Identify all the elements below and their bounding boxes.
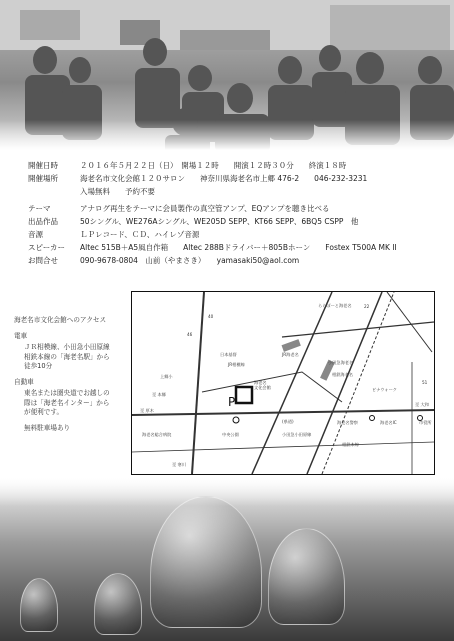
map-label-lalaport: ららぽーと海老名 <box>318 303 352 308</box>
speaker-label: スピーカー <box>28 243 66 252</box>
map-label-yamato: 至 大和 <box>415 402 429 407</box>
contact-row <box>28 255 448 266</box>
date-label: 開催日時 <box>28 161 58 170</box>
map-label-sotetsu-line: 相鉄本線 <box>342 442 359 447</box>
contact-value: 090-9678-0804 山前（やまさき） yamasaki50@aol.com <box>80 256 300 265</box>
map-label-hospital: 海老名総合病院 <box>142 432 172 437</box>
map-label-rt51: 51 <box>422 380 428 385</box>
access-info <box>14 316 114 433</box>
venue-row <box>28 173 448 184</box>
map-label-rt46: 46 <box>187 332 193 337</box>
access-map <box>131 291 435 475</box>
map-label-rt22: 22 <box>364 304 370 309</box>
photo-fade <box>0 120 454 150</box>
map-label-jr-station: JR海老名 <box>282 352 299 357</box>
tube-small-2 <box>20 578 58 632</box>
source-value: ＬＰレコード、ＣＤ、ハイレゾ音源 <box>80 230 200 239</box>
map-label-city-hall: 市役所 <box>419 420 432 425</box>
event-info <box>28 160 448 268</box>
speaker-value: Altec 515B＋A5風自作箱 Altec 288Bドライバー＋805Bホーン Fostex T500A MK II <box>80 243 397 252</box>
map-label-p: P <box>228 395 236 409</box>
products-value: 50シングル、WE276Aシングル、WE205D SEPP、KT66 SEPP、6BQ5 CSPP 他 <box>80 217 359 226</box>
vacuum-tube-photo <box>0 478 454 641</box>
tube-large-2 <box>268 528 345 625</box>
map-label-odakyu-line: 小田急小田原線 <box>282 432 312 437</box>
map-label-atsugi: 至 厚木 <box>140 408 154 413</box>
map-label-rt40: 40 <box>208 314 214 319</box>
venue-value: 海老名市文化会館１２０サロン 神奈川県海老名市上郷 476-2 046-232-3231 <box>80 174 368 183</box>
map-label-venue: 海老名 文化会館 <box>254 380 271 390</box>
theme-row <box>28 203 448 214</box>
map-label-park: 中央公園 <box>222 432 239 437</box>
map-label-church: 日本基督 <box>220 352 237 357</box>
car-label: 自動車 <box>14 377 34 386</box>
admission-row <box>28 186 448 197</box>
contact-label: お問合せ <box>28 256 58 265</box>
theme-label: テーマ <box>28 204 51 213</box>
map-label-hwy: (県道) <box>282 419 294 424</box>
speaker-row <box>28 242 448 253</box>
map-label-jr-line: JR相模線 <box>228 362 245 367</box>
map-label-sotetsu-station: 相鉄海老名 <box>332 372 353 377</box>
source-row <box>28 229 448 240</box>
admission-value: 入場無料 予約不要 <box>80 187 155 196</box>
photo-fade <box>0 478 454 506</box>
date-value: ２０１６年５月２２日（日） 開場１２時 開演１２時３０分 終演１８時 <box>80 161 347 170</box>
car-text: 東名または圏央道でお越しの際は「海老名インター」からが便利です。 <box>24 389 110 416</box>
map-label-odakyu-station: 小田急海老名 <box>328 360 354 365</box>
venue-marker <box>236 387 252 403</box>
venue-label: 開催場所 <box>28 174 58 183</box>
map-label-samukawa: 至 寒川 <box>172 462 186 467</box>
train-label: 電車 <box>14 331 28 340</box>
map-label-ebina-ic: 海老名IC <box>380 420 397 425</box>
access-heading: 海老名市文化会館へのアクセス <box>14 316 107 324</box>
tube-large-1 <box>150 496 262 628</box>
parking-text: 無料駐車場あり <box>24 423 71 432</box>
map-label-police: 海老名警察 <box>337 420 358 425</box>
train-text: ＪＲ相模線、小田急小田原線相鉄本線の「海老名駅」から徒歩10分 <box>24 343 110 370</box>
products-row <box>28 216 448 227</box>
products-label: 出品作品 <box>28 217 58 226</box>
map-label-school: 上郷小 <box>160 374 173 379</box>
map-label-vinawalk: ビナウォーク <box>372 387 397 392</box>
audience-photo <box>0 0 454 150</box>
map-lines <box>132 292 434 474</box>
tube-small-1 <box>94 573 142 635</box>
map-label-nishi: 至 本郷 <box>152 392 166 397</box>
date-row <box>28 160 448 171</box>
theme-value: アナログ再生をテーマに会員製作の真空管アンプ、EQアンプを聴き比べる <box>80 204 330 213</box>
source-label: 音源 <box>28 230 43 239</box>
